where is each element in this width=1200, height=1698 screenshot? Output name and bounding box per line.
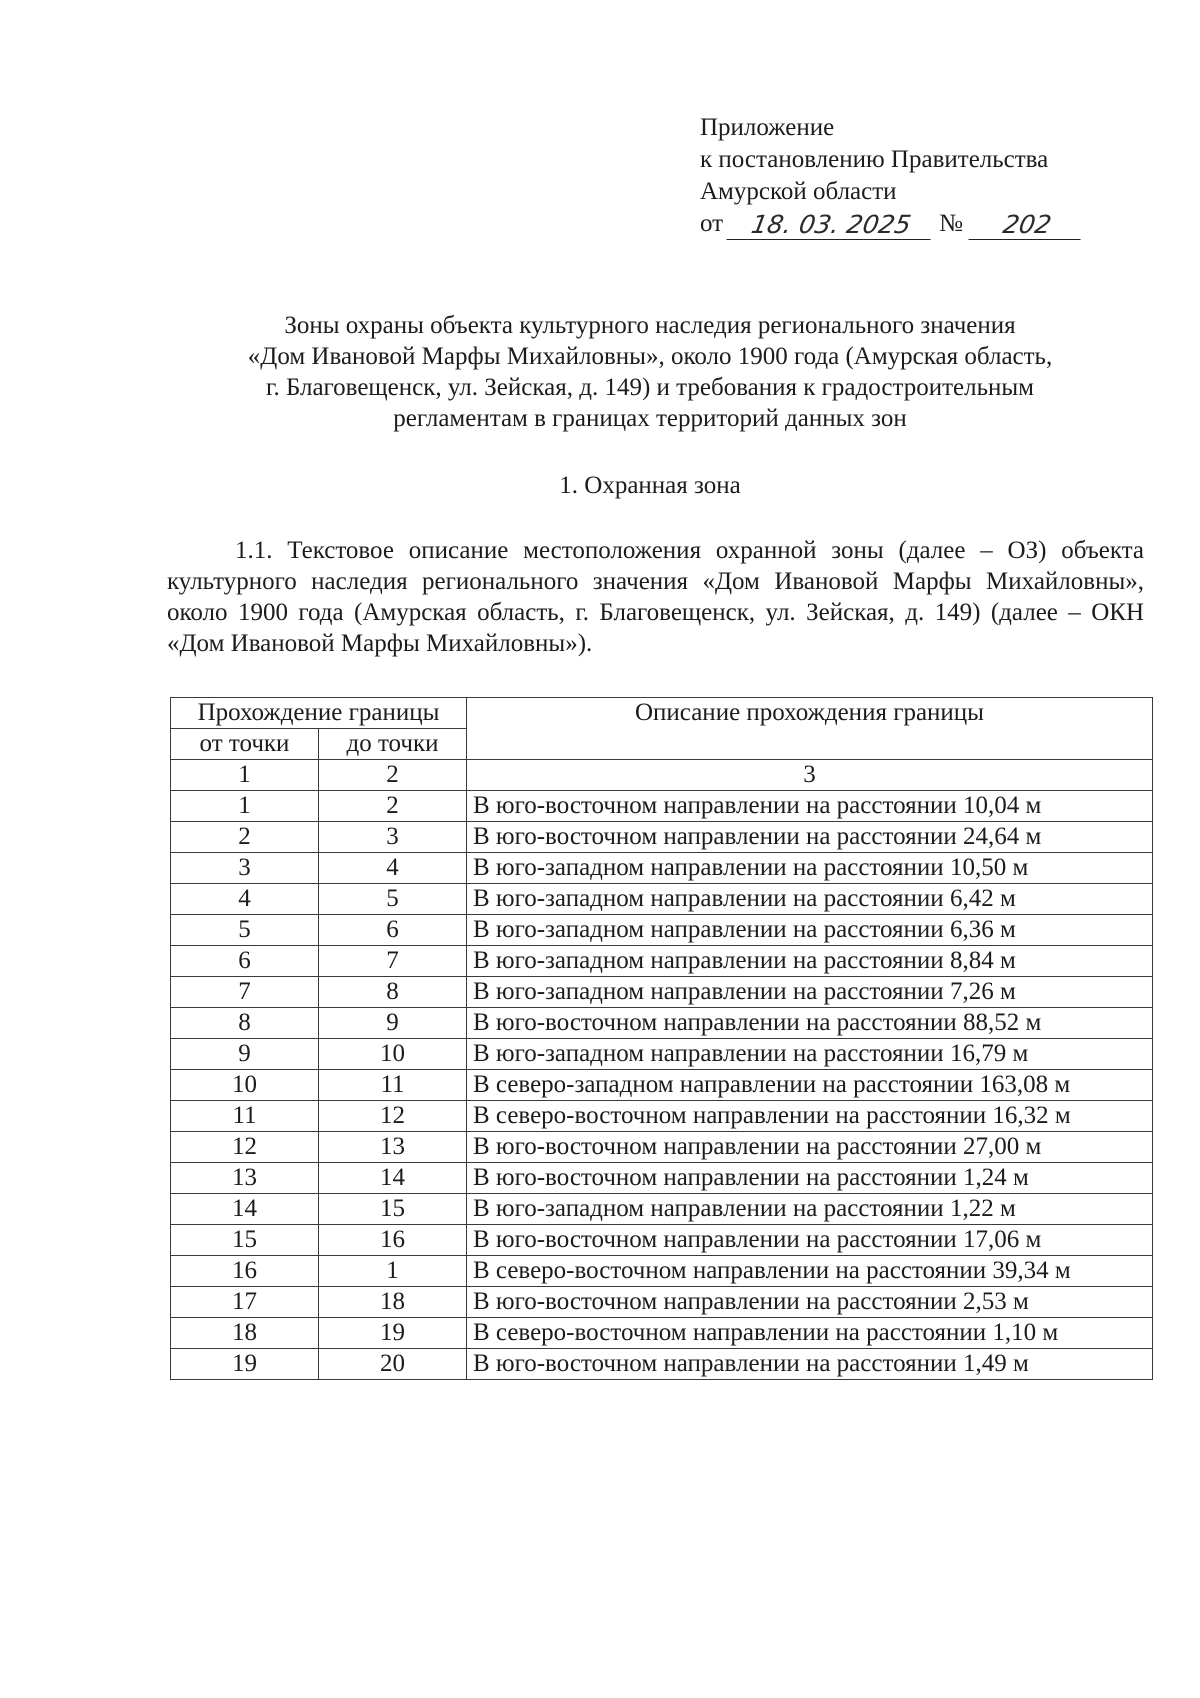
point-to-cell: 10 — [319, 1039, 467, 1070]
point-from-cell: 12 — [171, 1132, 319, 1163]
column-index-row — [171, 760, 1153, 791]
boundary-table-wrapper — [170, 697, 1152, 1380]
point-from-cell: 16 — [171, 1256, 319, 1287]
point-to-cell: 12 — [319, 1101, 467, 1132]
appendix-decree-line: к постановлению Правительства — [700, 146, 1049, 173]
table-row — [171, 1349, 1153, 1380]
point-to-cell: 3 — [319, 822, 467, 853]
point-from-cell: 5 — [171, 915, 319, 946]
table-row — [171, 977, 1153, 1008]
table-row — [171, 1008, 1153, 1039]
from-label: от — [700, 210, 724, 237]
point-to-cell: 14 — [319, 1163, 467, 1194]
description-cell: В северо-восточном направлении на расстоянии 1,10 м — [467, 1318, 1153, 1349]
point-from-cell: 4 — [171, 884, 319, 915]
handwritten-number: 202 — [968, 211, 1085, 240]
appendix-title: Приложение — [700, 114, 835, 141]
point-to-cell: 8 — [319, 977, 467, 1008]
header-to-point: до точки — [319, 729, 467, 760]
boundary-table — [170, 697, 1153, 1380]
description-cell: В юго-западном направлении на расстоянии 16,79 м — [467, 1039, 1153, 1070]
appendix-date-number-line — [700, 208, 1120, 240]
table-row — [171, 1070, 1153, 1101]
appendix-block — [700, 112, 1120, 240]
table-row — [171, 853, 1153, 884]
description-cell: В юго-западном направлении на расстоянии 10,50 м — [467, 853, 1153, 884]
description-cell: В юго-восточном направлении на расстоянии 17,06 м — [467, 1225, 1153, 1256]
description-cell: В юго-восточном направлении на расстоянии 10,04 м — [467, 791, 1153, 822]
description-cell: В юго-восточном направлении на расстоянии 1,24 м — [467, 1163, 1153, 1194]
table-row — [171, 1256, 1153, 1287]
point-to-cell: 20 — [319, 1349, 467, 1380]
section-heading: 1. Охранная зона — [559, 472, 741, 499]
table-row — [171, 791, 1153, 822]
number-label: № — [939, 210, 963, 237]
table-row — [171, 1039, 1153, 1070]
point-to-cell: 18 — [319, 1287, 467, 1318]
table-row — [171, 1318, 1153, 1349]
table-row — [171, 946, 1153, 977]
point-to-cell: 9 — [319, 1008, 467, 1039]
table-body — [171, 760, 1153, 1380]
description-cell: В юго-восточном направлении на расстоянии 1,49 м — [467, 1349, 1153, 1380]
description-cell: В юго-западном направлении на расстоянии 6,42 м — [467, 884, 1153, 915]
document-title — [160, 310, 1140, 434]
point-to-cell: 6 — [319, 915, 467, 946]
description-cell: В юго-восточном направлении на расстоянии 27,00 м — [467, 1132, 1153, 1163]
title-line-1: Зоны охраны объекта культурного наследия регионального значения — [284, 312, 1016, 339]
point-from-cell: 6 — [171, 946, 319, 977]
column-index: 1 — [171, 760, 319, 791]
header-from-point: от точки — [171, 729, 319, 760]
point-from-cell: 18 — [171, 1318, 319, 1349]
column-index: 3 — [467, 760, 1153, 791]
point-from-cell: 19 — [171, 1349, 319, 1380]
point-from-cell: 11 — [171, 1101, 319, 1132]
description-cell: В юго-восточном направлении на расстоянии 88,52 м — [467, 1008, 1153, 1039]
table-row — [171, 822, 1153, 853]
column-index: 2 — [319, 760, 467, 791]
appendix-region-line: Амурской области — [700, 178, 897, 205]
description-cell: В северо-восточном направлении на расстоянии 39,34 м — [467, 1256, 1153, 1287]
point-to-cell: 11 — [319, 1070, 467, 1101]
description-cell: В северо-восточном направлении на расстоянии 16,32 м — [467, 1101, 1153, 1132]
point-from-cell: 14 — [171, 1194, 319, 1225]
header-boundary-passage: Прохождение границы — [171, 698, 467, 729]
description-cell: В юго-западном направлении на расстоянии 6,36 м — [467, 915, 1153, 946]
point-from-cell: 15 — [171, 1225, 319, 1256]
table-row — [171, 1194, 1153, 1225]
description-cell: В юго-восточном направлении на расстоянии 24,64 м — [467, 822, 1153, 853]
table-row — [171, 884, 1153, 915]
table-row — [171, 1287, 1153, 1318]
point-from-cell: 10 — [171, 1070, 319, 1101]
title-line-3: г. Благовещенск, ул. Зейская, д. 149) и требования к градостроительным — [266, 374, 1034, 401]
point-to-cell: 2 — [319, 791, 467, 822]
table-row — [171, 1132, 1153, 1163]
point-to-cell: 7 — [319, 946, 467, 977]
point-from-cell: 8 — [171, 1008, 319, 1039]
point-to-cell: 16 — [319, 1225, 467, 1256]
table-row — [171, 1225, 1153, 1256]
point-to-cell: 13 — [319, 1132, 467, 1163]
title-line-2: «Дом Ивановой Марфы Михайловны», около 1900 года (Амурская область, — [247, 343, 1053, 370]
point-from-cell: 9 — [171, 1039, 319, 1070]
point-from-cell: 2 — [171, 822, 319, 853]
description-cell: В юго-восточном направлении на расстоянии 2,53 м — [467, 1287, 1153, 1318]
header-description: Описание прохождения границы — [467, 698, 1153, 760]
table-row — [171, 915, 1153, 946]
section-paragraph: 1.1. Текстовое описание местоположения охранной зоны (далее – ОЗ) объекта культурного наследия регионального значения «Дом Ивановой Марфы Михайловны», около 1900 года (Амурская область, г. Благовещенск, ул. Зейская, д. 149) (далее – ОКН «Дом Ивановой Марфы Михайловны»). — [167, 537, 1144, 657]
point-from-cell: 17 — [171, 1287, 319, 1318]
point-from-cell: 3 — [171, 853, 319, 884]
description-cell: В северо-западном направлении на расстоянии 163,08 м — [467, 1070, 1153, 1101]
point-to-cell: 5 — [319, 884, 467, 915]
point-to-cell: 15 — [319, 1194, 467, 1225]
point-from-cell: 7 — [171, 977, 319, 1008]
title-line-4: регламентам в границах территорий данных зон — [393, 405, 907, 432]
point-from-cell: 13 — [171, 1163, 319, 1194]
handwritten-date: 18. 03. 2025 — [727, 211, 936, 240]
description-cell: В юго-западном направлении на расстоянии 7,26 м — [467, 977, 1153, 1008]
point-to-cell: 19 — [319, 1318, 467, 1349]
description-cell: В юго-западном направлении на расстоянии 1,22 м — [467, 1194, 1153, 1225]
description-cell: В юго-западном направлении на расстоянии 8,84 м — [467, 946, 1153, 977]
point-to-cell: 1 — [319, 1256, 467, 1287]
point-from-cell: 1 — [171, 791, 319, 822]
table-row — [171, 1163, 1153, 1194]
point-to-cell: 4 — [319, 853, 467, 884]
table-row — [171, 1101, 1153, 1132]
